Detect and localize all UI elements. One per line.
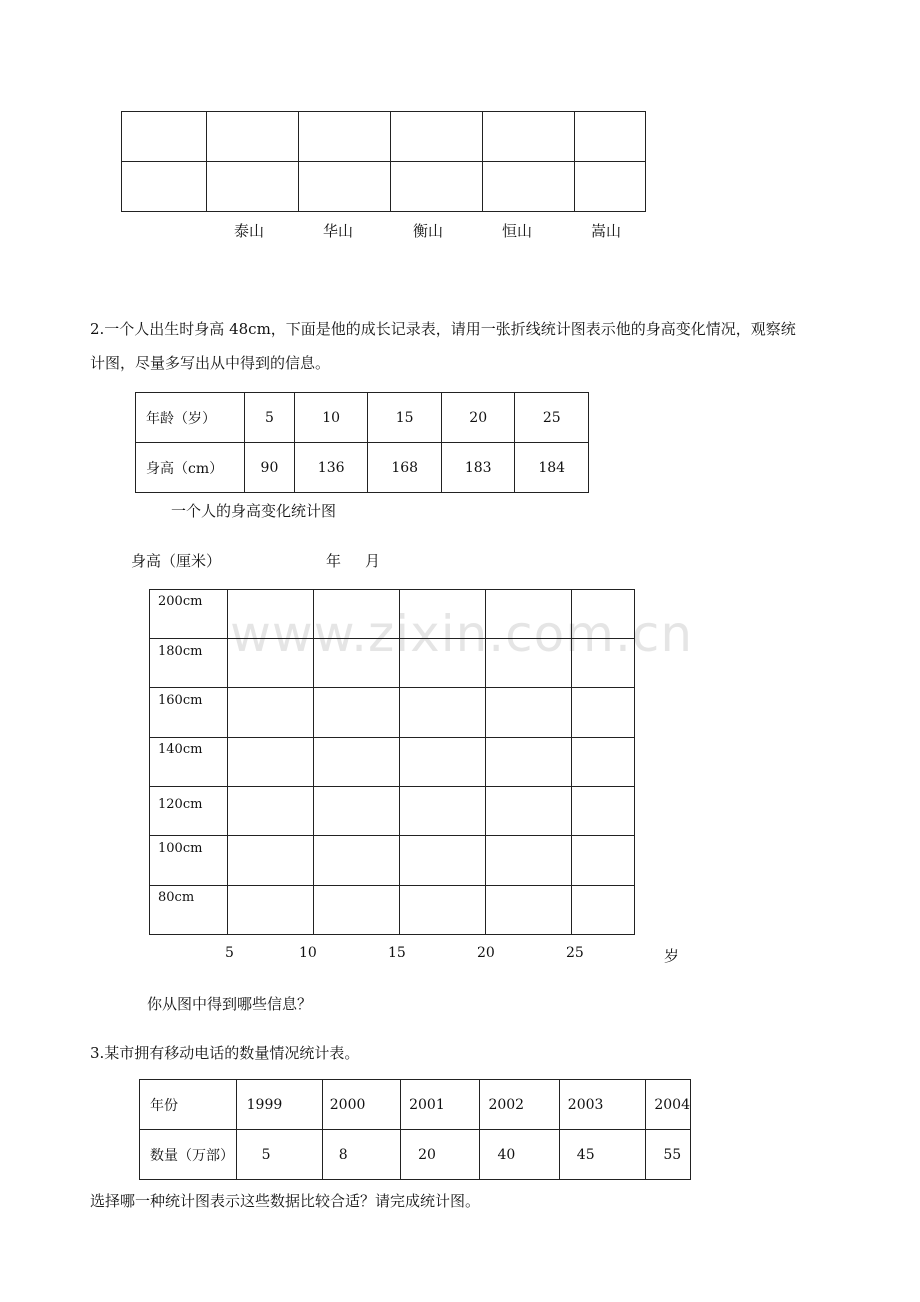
y-tick-label: 120cm	[158, 797, 203, 812]
count-cell: 40	[480, 1130, 559, 1180]
height-cell: 168	[368, 443, 442, 493]
mountain-label: 华山	[323, 222, 354, 240]
x-tick-label: 15	[388, 945, 406, 961]
age-cell: 20	[441, 393, 515, 443]
growth-record-table	[135, 392, 589, 493]
age-cell: 15	[368, 393, 442, 443]
mountain-label: 恒山	[502, 222, 533, 240]
date-month-label: 月	[365, 552, 381, 570]
y-tick-label: 100cm	[158, 841, 203, 856]
mountain-label: 嵩山	[591, 222, 622, 240]
grid-line	[150, 737, 634, 738]
grid-line	[485, 590, 486, 934]
height-cell: 136	[294, 443, 368, 493]
x-tick-label: 25	[566, 945, 584, 961]
height-cell: 90	[245, 443, 295, 493]
y-tick-label: 160cm	[158, 693, 203, 708]
x-tick-label: 5	[225, 945, 234, 961]
year-cell: 2002	[480, 1080, 559, 1130]
age-cell: 25	[515, 393, 589, 443]
grid-line	[227, 590, 228, 934]
y-tick-label: 180cm	[158, 644, 203, 659]
grid-line	[150, 687, 634, 688]
y-axis-title: 身高（厘米）	[131, 552, 222, 570]
q3-title: 3.某市拥有移动电话的数量情况统计表。	[90, 1044, 360, 1062]
q2-prompt-line1: 2.一个人出生时身高 48cm，下面是他的成长记录表，请用一张折线统计图表示他的身高变化情况，观察统	[90, 320, 796, 338]
count-cell: 20	[401, 1130, 480, 1180]
height-cell: 183	[441, 443, 515, 493]
q2-prompt-line2: 计图，尽量多写出从中得到的信息。	[90, 354, 331, 372]
count-cell: 45	[559, 1130, 646, 1180]
mountain-label: 衡山	[413, 222, 444, 240]
year-cell: 1999	[236, 1080, 322, 1130]
x-tick-label: 10	[299, 945, 317, 961]
watermark: www.zixin.com.cn	[230, 605, 694, 663]
year-cell: 2004	[646, 1080, 691, 1130]
age-row-label: 年龄（岁）	[136, 393, 245, 443]
x-unit-label: 岁	[664, 947, 680, 965]
grid-line	[150, 786, 634, 787]
y-tick-label: 200cm	[158, 594, 203, 609]
height-cell: 184	[515, 443, 589, 493]
mountain-label: 泰山	[234, 222, 265, 240]
height-row-label: 身高（cm）	[136, 443, 245, 493]
q2-question: 你从图中得到哪些信息？	[147, 995, 313, 1013]
year-cell: 2001	[401, 1080, 480, 1130]
mountain-blank-table	[121, 111, 646, 212]
grid-line	[571, 590, 572, 934]
x-tick-label: 20	[477, 945, 495, 961]
year-cell: 2003	[559, 1080, 646, 1130]
y-tick-label: 80cm	[158, 890, 195, 905]
count-cell: 5	[236, 1130, 322, 1180]
date-year-label: 年	[326, 552, 342, 570]
year-row-label: 年份	[140, 1080, 237, 1130]
y-tick-label: 140cm	[158, 742, 203, 757]
grid-line	[150, 835, 634, 836]
grid-line	[150, 638, 634, 639]
grid-line	[399, 590, 400, 934]
age-cell: 5	[245, 393, 295, 443]
grid-line	[313, 590, 314, 934]
count-cell: 8	[322, 1130, 400, 1180]
chart-title: 一个人的身高变化统计图	[171, 502, 337, 520]
age-cell: 10	[294, 393, 368, 443]
height-chart-grid	[149, 589, 635, 935]
year-cell: 2000	[322, 1080, 400, 1130]
count-row-label: 数量（万部）	[140, 1130, 237, 1180]
count-cell: 55	[646, 1130, 691, 1180]
mobile-phone-table	[139, 1079, 691, 1180]
grid-line	[150, 885, 634, 886]
q3-question: 选择哪一种统计图表示这些数据比较合适？请完成统计图。	[90, 1192, 481, 1210]
